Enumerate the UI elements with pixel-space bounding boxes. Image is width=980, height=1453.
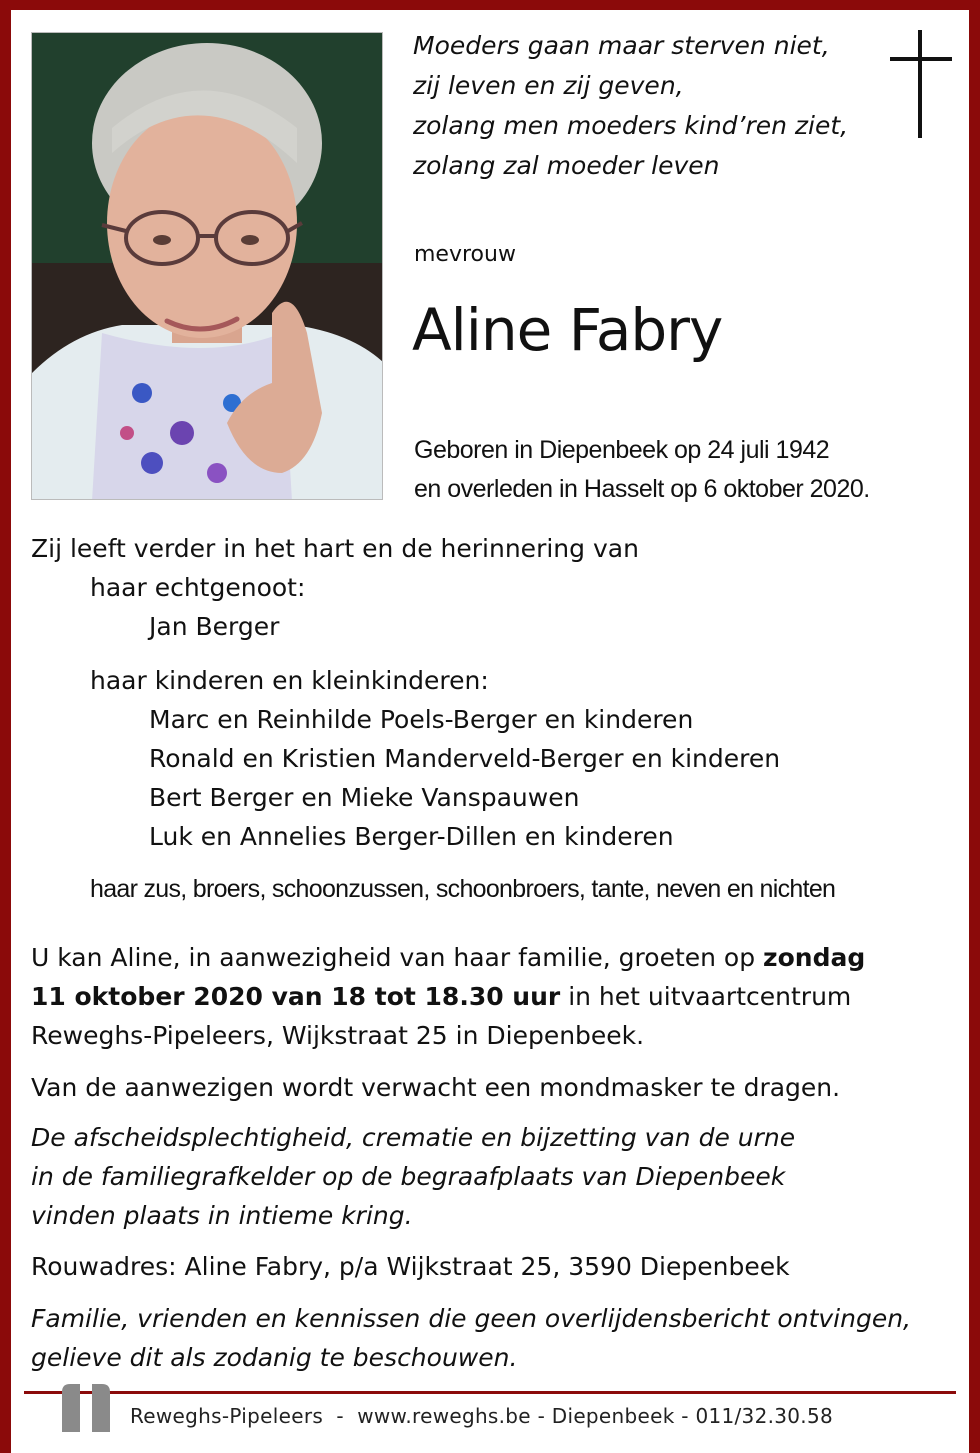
ceremony-info <box>31 1118 950 1235</box>
visit-date-time: 11 oktober 2020 van 18 tot 18.30 uur <box>31 982 561 1011</box>
closing-note <box>31 1299 950 1377</box>
mask-notice: Van de aanwezigen wordt verwacht een mondmasker te dragen. <box>31 1073 841 1102</box>
closing-line: gelieve dit als zodanig te beschouwen. <box>31 1343 518 1372</box>
visit-location: Reweghs-Pipeleers, Wijkstraat 25 in Diepenbeek. <box>31 1021 645 1050</box>
birth-line: Geboren in Diepenbeek op 24 juli 1942 <box>414 436 830 464</box>
ceremony-line: De afscheidsplechtigheid, crematie en bijzetting van de urne <box>31 1123 796 1152</box>
death-line: en overleden in Hasselt op 6 oktober 2020. <box>414 475 870 503</box>
footer-town: Diepenbeek <box>551 1404 675 1428</box>
portrait-photo <box>31 32 383 500</box>
honorific: mevrouw <box>414 242 516 267</box>
family-section <box>31 529 950 909</box>
children-label: haar kinderen en kleinkinderen: <box>90 666 489 695</box>
remembered-intro: Zij leeft verder in het hart en de herinnering van <box>31 534 639 563</box>
spouse-label: haar echtgenoot: <box>90 573 306 602</box>
cross-icon <box>890 30 952 138</box>
footer-contact <box>130 1404 833 1428</box>
visit-text: U kan Aline, in aanwezigheid van haar familie, groeten op <box>31 943 764 972</box>
footer-separator: - <box>530 1404 552 1428</box>
closing-line: Familie, vrienden en kennissen die geen overlijdensbericht ontvingen, <box>31 1304 911 1333</box>
child-family: Bert Berger en Mieke Vanspauwen <box>149 783 580 812</box>
visit-info <box>31 938 950 1055</box>
ceremony-line: vinden plaats in intieme kring. <box>31 1201 413 1230</box>
poem-line: zij leven en zij geven, <box>413 71 684 100</box>
ceremony-line: in de familiegrafkelder op de begraafplaats van Diepenbeek <box>31 1162 786 1191</box>
funeral-home-logo-icon <box>58 1384 114 1432</box>
footer-company: Reweghs-Pipeleers <box>130 1404 324 1428</box>
poem-line: Moeders gaan maar sterven niet, <box>413 31 830 60</box>
spouse-name: Jan Berger <box>149 612 280 641</box>
other-relatives: haar zus, broers, schoonzussen, schoonbroers, tante, neven en nichten <box>90 875 836 903</box>
child-family: Marc en Reinhilde Poels-Berger en kinderen <box>149 705 694 734</box>
visit-text: in het uitvaartcentrum <box>560 982 852 1011</box>
footer-separator: - <box>323 1404 358 1428</box>
visit-day: zondag <box>763 943 866 972</box>
footer-website[interactable]: www.reweghs.be <box>357 1404 531 1428</box>
poem-line: zolang men moeders kind’ren ziet, <box>413 111 849 140</box>
poem <box>413 26 848 186</box>
footer-phone: 011/32.30.58 <box>695 1404 834 1428</box>
footer-divider <box>24 1391 956 1394</box>
mourning-address: Rouwadres: Aline Fabry, p/a Wijkstraat 25, 3590 Diepenbeek <box>31 1252 790 1281</box>
deceased-name: Aline Fabry <box>412 296 723 364</box>
child-family: Luk en Annelies Berger-Dillen en kinderen <box>149 822 674 851</box>
poem-line: zolang zal moeder leven <box>413 151 720 180</box>
footer-separator: - <box>674 1404 696 1428</box>
life-dates <box>414 431 870 509</box>
child-family: Ronald en Kristien Manderveld-Berger en kinderen <box>149 744 781 773</box>
